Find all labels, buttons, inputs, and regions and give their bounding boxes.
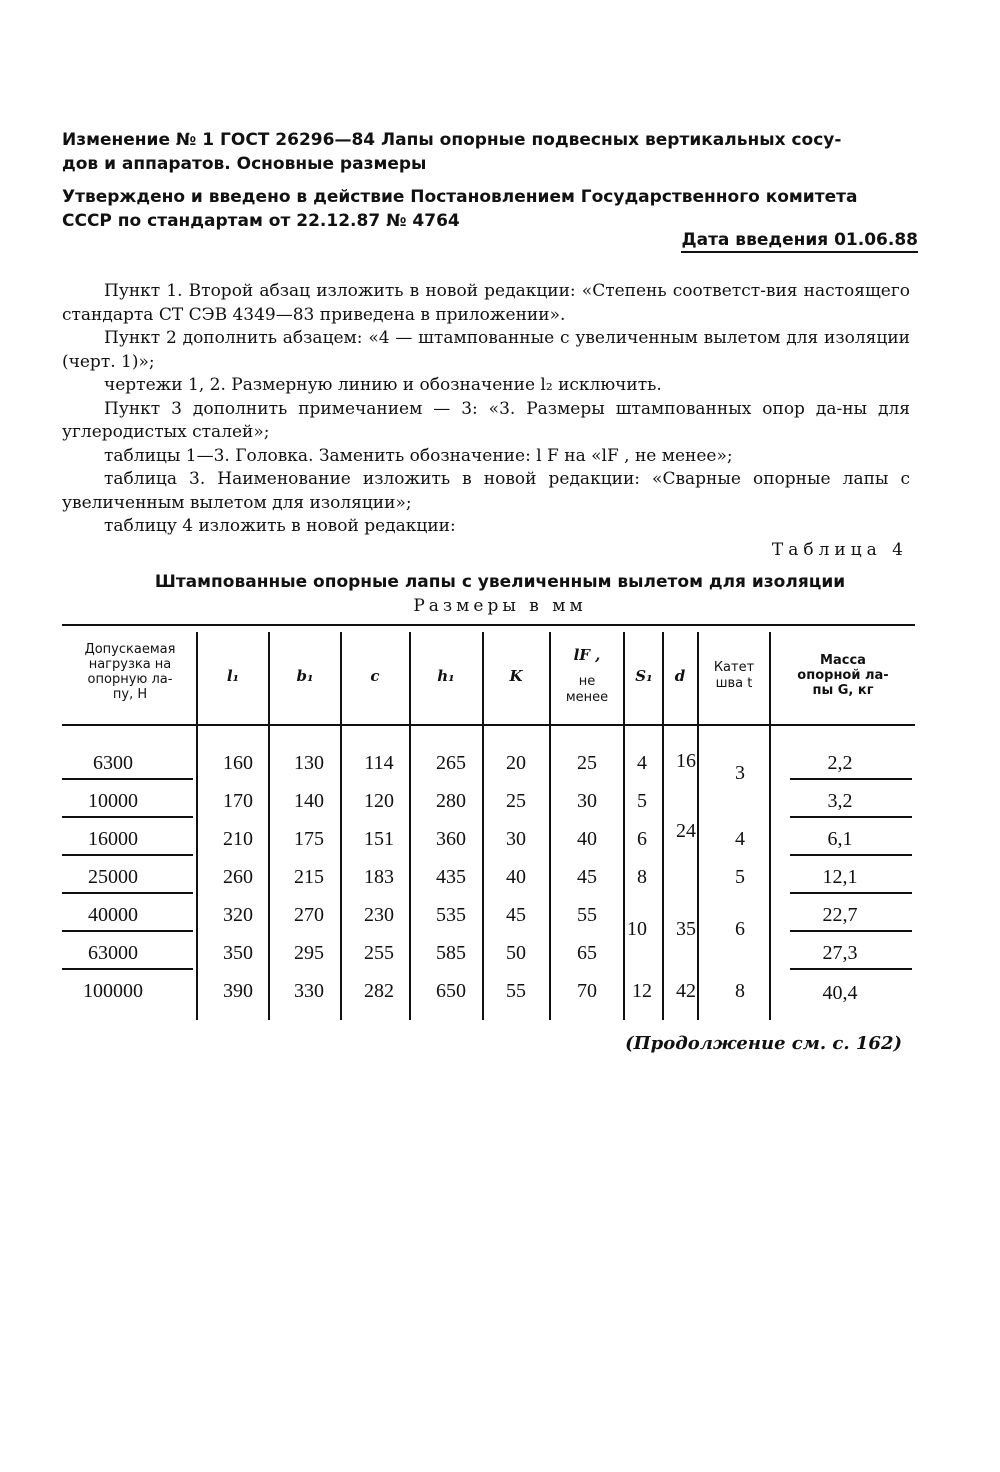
cell-load: 16000	[88, 828, 138, 850]
table-title: Штампованные опорные лапы с увеличенным вылетом для изоляции	[154, 572, 846, 592]
cell-h1: 360	[436, 828, 466, 850]
cell-l1: 170	[223, 790, 253, 812]
cell-c: 255	[364, 942, 394, 964]
approval-line2: СССР по стандартам от 22.12.87 № 4764	[62, 211, 460, 231]
table-number: Таблица 4	[771, 540, 908, 560]
cell-c: 114	[364, 752, 394, 774]
cell-S1: 8	[637, 866, 647, 888]
cell-mass: 22,7	[822, 904, 858, 926]
cell-K: 45	[506, 904, 526, 926]
paragraph-5: таблицы 1—3. Головка. Заменить обозначение: l F на «lF , не менее»;	[104, 445, 733, 466]
cell-katet-merged: 3	[735, 762, 745, 784]
cell-lF: 25	[577, 752, 597, 774]
cell-c: 282	[364, 980, 394, 1002]
cell-h1: 650	[436, 980, 466, 1002]
cell-load: 25000	[88, 866, 138, 888]
cell-b1: 295	[294, 942, 324, 964]
header-mass: опорной ла-	[797, 668, 889, 683]
header-h1: h₁	[437, 667, 455, 685]
header-load: пу, Н	[112, 687, 148, 702]
header-S1: S₁	[635, 667, 653, 685]
cell-K: 25	[506, 790, 526, 812]
amendment-title-line2: дов и аппаратов. Основные размеры	[62, 154, 427, 174]
cell-load: 63000	[88, 942, 138, 964]
cell-d-merged: 42	[676, 980, 696, 1002]
cell-d-merged: 35	[676, 918, 696, 940]
cell-S1: 5	[637, 790, 647, 812]
cell-K: 50	[506, 942, 526, 964]
cell-S1: 12	[632, 980, 652, 1002]
cell-lF: 70	[577, 980, 597, 1002]
cell-b1: 140	[294, 790, 324, 812]
cell-l1: 320	[223, 904, 253, 926]
table-units: Размеры в мм	[413, 596, 587, 616]
paragraph-6: таблица 3. Наименование изложить в новой редакции: «Сварные опорные лапы с увеличенным вылетом для изоляции»;	[62, 469, 910, 513]
cell-load: 10000	[88, 790, 138, 812]
cell-katet-merged: 5	[735, 866, 745, 888]
paragraph-3: чертежи 1, 2. Размерную линию и обозначение l₂ исключить.	[104, 375, 662, 395]
header-K: K	[509, 667, 523, 685]
cell-h1: 435	[436, 866, 466, 888]
table-row	[88, 790, 853, 812]
header-lF: lF ,	[573, 646, 601, 664]
header-c: c	[370, 667, 380, 685]
header-katet: Катет	[713, 660, 755, 675]
cell-lF: 65	[577, 942, 597, 964]
header-load: нагрузка на	[88, 657, 172, 672]
continuation-note: (Продолжение см. с. 162)	[625, 1033, 902, 1054]
cell-b1: 270	[294, 904, 324, 926]
header-b1: b₁	[296, 667, 314, 685]
paragraph-1: Пункт 1. Второй абзац изложить в новой редакции: «Степень соответст-вия настоящего стандарта СТ СЭВ 4349—83 приведена в приложении».	[62, 281, 910, 325]
header-lF: менее	[565, 690, 609, 705]
cell-d-merged: 24	[676, 820, 696, 842]
cell-h1: 265	[436, 752, 466, 774]
table-body	[83, 750, 858, 1004]
paragraph-4: Пункт 3 дополнить примечанием — 3: «3. Размеры штампованных опор да-ны для углеродистых сталей»;	[62, 398, 910, 442]
table-header	[85, 642, 889, 705]
cell-h1: 535	[436, 904, 466, 926]
cell-c: 151	[364, 828, 394, 850]
cell-h1: 280	[436, 790, 466, 812]
cell-b1: 215	[294, 866, 324, 888]
cell-load: 100000	[83, 980, 143, 1002]
cell-b1: 330	[294, 980, 324, 1002]
cell-mass: 27,3	[822, 942, 858, 964]
cell-K: 55	[506, 980, 526, 1002]
header-l1: l₁	[226, 667, 240, 685]
cell-katet-merged: 8	[735, 980, 745, 1002]
cell-S1: 4	[637, 752, 647, 774]
cell-katet-merged: 4	[735, 828, 745, 850]
cell-K: 20	[506, 752, 526, 774]
cell-lF: 30	[577, 790, 597, 812]
cell-mass: 40,4	[822, 982, 858, 1004]
cell-b1: 175	[294, 828, 324, 850]
cell-l1: 390	[223, 980, 253, 1002]
paragraph-2: Пункт 2 дополнить абзацем: «4 — штампованные с увеличенным вылетом для изоляции (черт. 1)»;	[62, 328, 910, 372]
cell-c: 183	[364, 866, 394, 888]
header-mass: Масса	[820, 653, 866, 668]
cell-K: 40	[506, 866, 526, 888]
approval-line1: Утверждено и введено в действие Постановлением Государственного комитета	[62, 187, 858, 207]
cell-l1: 350	[223, 942, 253, 964]
cell-l1: 260	[223, 866, 253, 888]
cell-d-merged: 16	[676, 750, 696, 772]
cell-h1: 585	[436, 942, 466, 964]
amendment-title-line1: Изменение № 1 ГОСТ 26296—84 Лапы опорные подвесных вертикальных сосу-	[62, 130, 842, 150]
effective-date: Дата введения 01.06.88	[681, 230, 918, 253]
cell-katet-merged: 6	[735, 918, 745, 940]
cell-mass: 3,2	[827, 790, 853, 812]
cell-c: 230	[364, 904, 394, 926]
header-mass: пы G, кг	[812, 683, 874, 698]
cell-l1: 160	[223, 752, 253, 774]
header-katet: шва t	[715, 676, 753, 691]
cell-lF: 40	[577, 828, 597, 850]
cell-mass: 6,1	[827, 828, 853, 850]
cell-K: 30	[506, 828, 526, 850]
cell-S1: 6	[637, 828, 647, 850]
cell-lF: 55	[577, 904, 597, 926]
paragraph-7: таблицу 4 изложить в новой редакции:	[104, 516, 456, 536]
cell-b1: 130	[294, 752, 324, 774]
table-row	[88, 942, 858, 964]
cell-load: 40000	[88, 904, 138, 926]
table-grid	[62, 625, 915, 1020]
cell-load: 6300	[93, 752, 133, 774]
header-d: d	[674, 667, 686, 685]
cell-mass: 12,1	[822, 866, 858, 888]
cell-l1: 210	[223, 828, 253, 850]
cell-s1-merged: 10	[627, 918, 647, 940]
cell-mass: 2,2	[827, 752, 853, 774]
header-lF: не	[578, 674, 596, 689]
header-load: опорную ла-	[87, 672, 173, 687]
cell-c: 120	[364, 790, 394, 812]
header-load: Допускаемая	[84, 642, 176, 657]
cell-lF: 45	[577, 866, 597, 888]
